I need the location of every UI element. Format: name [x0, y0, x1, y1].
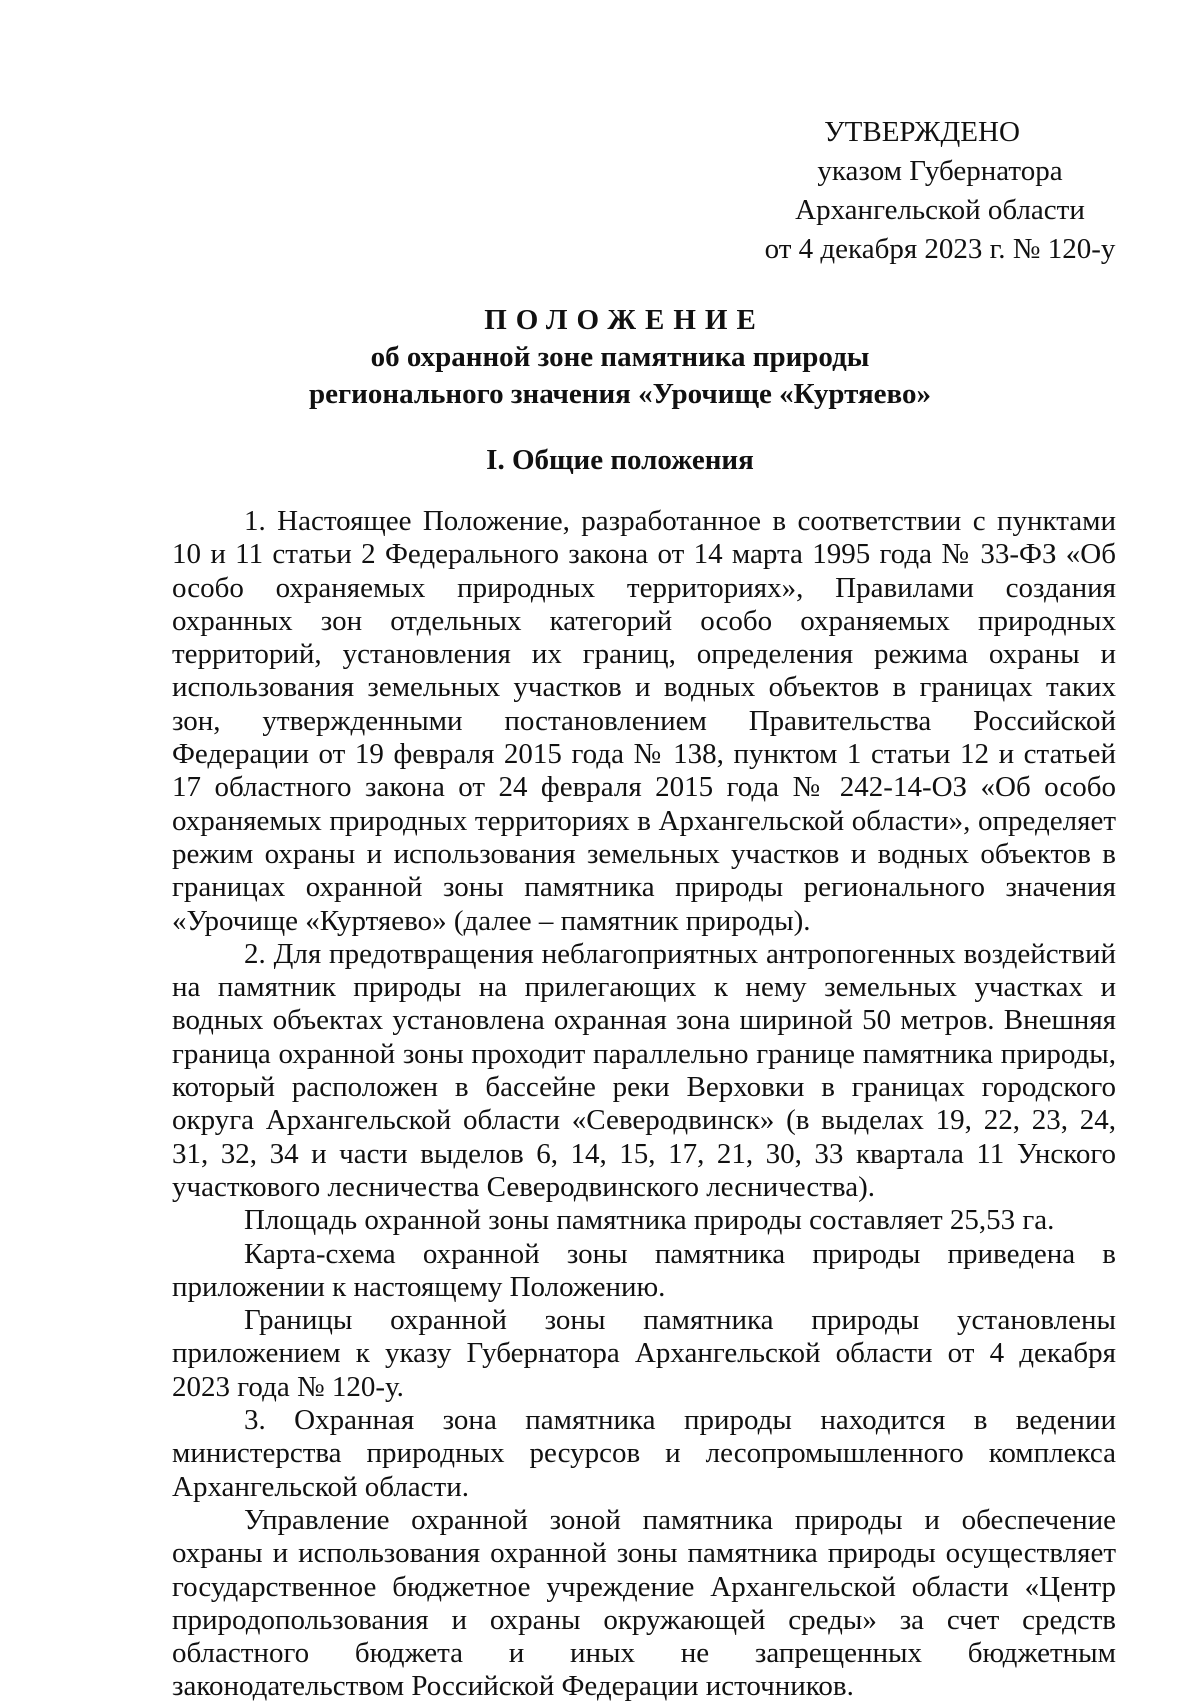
paragraph-1: 1. Настоящее Положение, разработанное в соответствии с пунктами 10 и 11 статьи 2 Федерального закона от 14 марта 1995 года № 33-ФЗ «Об особо охраняемых природных территориях», Правилами создания охранных зон отдельных категорий особо охраняемых природных территорий, установления их границ, определения режима охраны и использования земельных участков и водных объектов в границах таких зон, утвержденными постановлением Правительства Российской Федерации от 19 февраля 2015 года № 138, пунктом 1 статьи 12 и статьей 17 областного закона от 24 февраля 2015 года № 242-14-ОЗ «Об особо охраняемых природных территориях в Архангельской области», определяет режим охраны и использования земельных участков и водных объектов в границах охранной зоны памятника природы регионального значения «Урочище «Куртяево» (далее – памятник природы).: [172, 505, 1116, 937]
paragraph-map: Карта-схема охранной зоны памятника природы приведена в приложении к настоящему Положению.: [172, 1237, 1116, 1303]
approval-date-number: от 4 декабря 2023 г. № 120-у: [764, 233, 1116, 265]
paragraph-area: Площадь охранной зоны памятника природы составляет 25,53 га.: [244, 1204, 1055, 1237]
document-title-block: [150, 302, 1090, 413]
document-type: ПОЛОЖЕНИЕ: [484, 304, 765, 336]
approval-authority: указом Губернатора: [817, 155, 1063, 187]
approval-region: Архангельской области: [795, 194, 1085, 226]
paragraph-2: 2. Для предотвращения неблагоприятных антропогенных воздействий на памятник природы на прилегающих к нему земельных участках и водных объектах установлена охранная зона шириной 50 метров. Внешняя граница охранной зоны проходит параллельно границе памятника природы, который расположен в бассейне реки Верховки в границах городского округа Архангельской области «Северодвинск» (в выделах 19, 22, 23, 24, 31, 32, 34 и части выделов 6, 14, 15, 17, 21, 30, 33 квартала 11 Унского участкового лесничества Северодвинского лесничества).: [172, 937, 1116, 1203]
paragraph-management: Управление охранной зоной памятника природы и обеспечение охраны и использования охранной зоны памятника природы осуществляет государственное бюджетное учреждение Архангельской области «Центр природопользования и охраны окружающей среды» за счет средств областного бюджета и иных не запрещенных бюджетным законодательством Российской Федерации источников.: [172, 1503, 1116, 1703]
document-subtitle-line1: об охранной зоне памятника природы: [370, 341, 870, 373]
section-body: [172, 505, 1116, 1704]
paragraph-3: 3. Охранная зона памятника природы находится в ведении министерства природных ресурсов и лесопромышленного комплекса Архангельской области.: [172, 1404, 1116, 1503]
approval-label: УТВЕРЖДЕНО: [824, 116, 1020, 148]
approval-stamp: [740, 113, 1140, 269]
document-subtitle-line2: регионального значения «Урочище «Куртяево»: [308, 378, 932, 410]
section-heading: I. Общие положения: [486, 444, 754, 476]
paragraph-boundaries: Границы охранной зоны памятника природы установлены приложением к указу Губернатора Архангельской области от 4 декабря 2023 года № 120-у.: [172, 1304, 1116, 1403]
